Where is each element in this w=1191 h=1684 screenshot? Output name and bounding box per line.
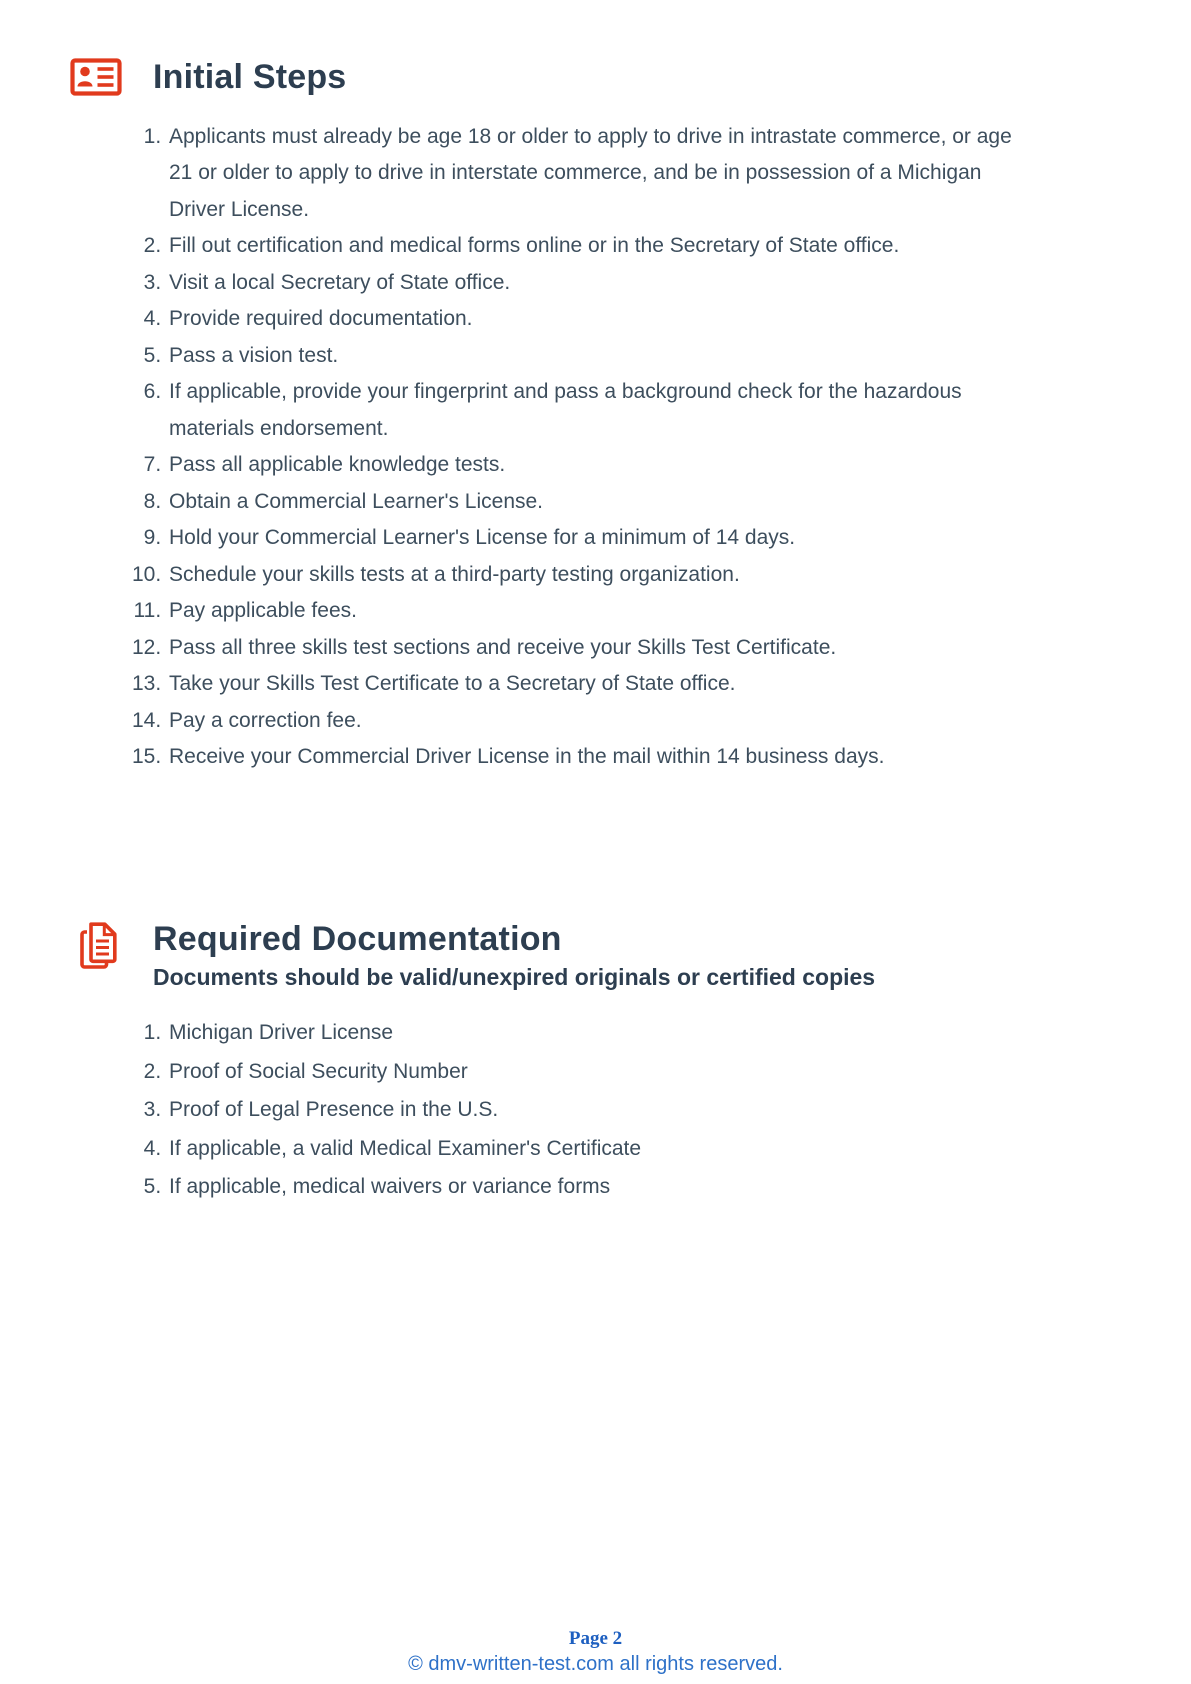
list-item: 2. Proof of Social Security Number (167, 1053, 1040, 1090)
list-item: 4. If applicable, a valid Medical Examiner's Certificate (167, 1130, 1040, 1167)
list-item: 8. Obtain a Commercial Learner's License. (167, 484, 1040, 521)
list-item: 4. Provide required documentation. (167, 301, 1040, 338)
initial-steps-title: Initial Steps (153, 58, 347, 96)
list-item: 14. Pay a correction fee. (167, 703, 1040, 740)
required-documentation-header (78, 919, 1191, 992)
required-documentation-list (0, 1014, 1040, 1205)
copyright-notice: © dmv-written-test.com all rights reserved. (408, 1653, 783, 1675)
list-item: 2. Fill out certification and medical forms online or in the Secretary of State office. (167, 228, 1040, 265)
list-item: 13. Take your Skills Test Certificate to a Secretary of State office. (167, 666, 1040, 703)
page-footer (0, 1628, 1191, 1676)
list-item: 12. Pass all three skills test sections and receive your Skills Test Certificate. (167, 630, 1040, 667)
id-card-icon (70, 58, 153, 96)
list-item: 1. Michigan Driver License (167, 1014, 1040, 1051)
list-item: 11. Pay applicable fees. (167, 593, 1040, 630)
required-documentation-subtitle: Documents should be valid/unexpired originals or certified copies (153, 963, 876, 990)
list-item: 6. If applicable, provide your fingerprint and pass a background check for the hazardous materials endorsement. (167, 374, 1040, 447)
list-item: 9. Hold your Commercial Learner's License for a minimum of 14 days. (167, 520, 1040, 557)
list-item: 5. If applicable, medical waivers or variance forms (167, 1168, 1040, 1205)
list-item: 7. Pass all applicable knowledge tests. (167, 447, 1040, 484)
page-number: Page 2 (568, 1628, 623, 1649)
initial-steps-header (70, 57, 1191, 98)
initial-steps-list (0, 119, 1040, 776)
list-item: 15. Receive your Commercial Driver License in the mail within 14 business days. (167, 739, 1040, 776)
list-item: 5. Pass a vision test. (167, 338, 1040, 375)
list-item: 10. Schedule your skills tests at a third-party testing organization. (167, 557, 1040, 594)
required-documentation-text (153, 919, 875, 992)
list-item: 1. Applicants must already be age 18 or older to apply to drive in intrastate commerce, or age 21 or older to apply to drive in interstate commerce, and be in possession of a Michigan Driver License. (167, 119, 1040, 229)
section-required-documentation (0, 919, 1191, 1206)
documents-icon (78, 919, 153, 971)
section-initial-steps (0, 57, 1191, 776)
required-documentation-title: Required Documentation (153, 919, 562, 958)
list-item: 3. Visit a local Secretary of State office. (167, 265, 1040, 302)
list-item: 3. Proof of Legal Presence in the U.S. (167, 1091, 1040, 1128)
